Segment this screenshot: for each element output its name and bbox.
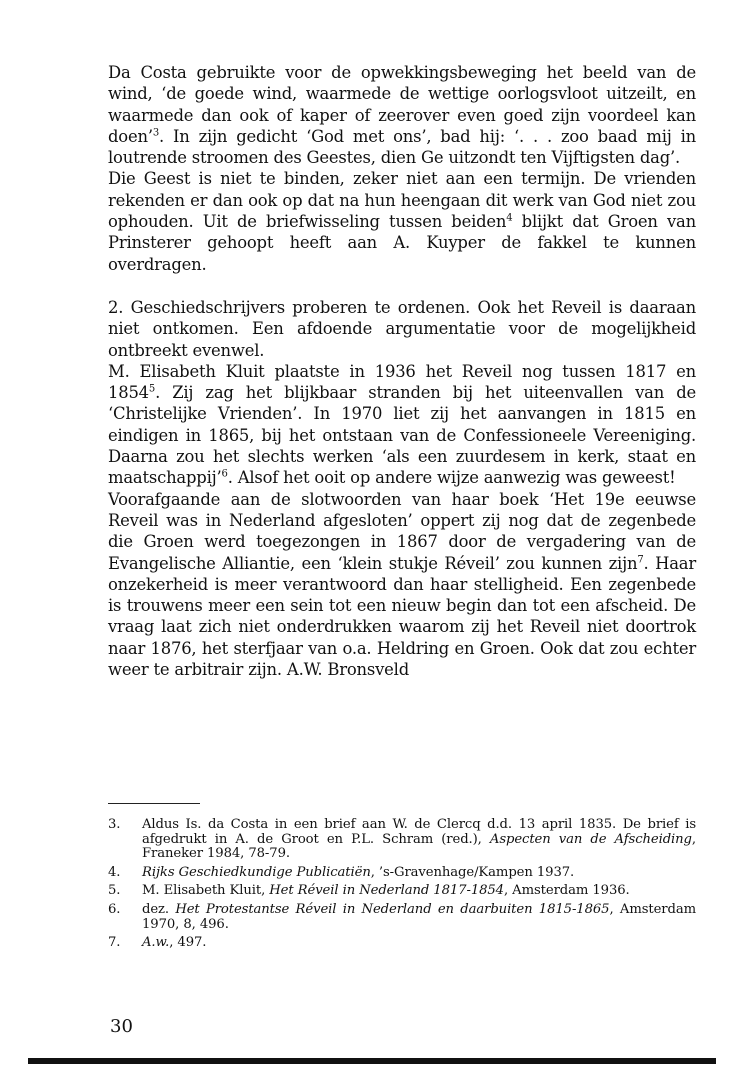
paragraph-text: . In zijn gedicht ‘God met ons’, bad hij: ‘. . . zoo baad mij in loutrende stroomen des Geestes, dien Ge uitzondt ten Vijftigsten dag’. — [108, 126, 696, 168]
footnote-number: 5. — [108, 883, 121, 899]
footnote-text-part: Aldus Is. da Costa in een brief aan W. de Clercq d.d. 13 april 1835. De brief is afgedrukt in A. de Groot en P.L. Schram (red.), — [142, 817, 696, 847]
footnote-ref[interactable]: 3 — [152, 127, 159, 139]
footnote — [108, 903, 696, 932]
footnote-title: Aspecten van de Afscheiding — [489, 831, 692, 847]
paragraph-text: Da Costa gebruikte voor de opwekkingsbeweging het beeld van de wind, ‘de goede wind, waarmede de wettige oorlogsvloot uitzeilt, en waarmede dan ook of kaper of zeerover even goed zijn voordeel kan doen’ — [108, 63, 696, 146]
paragraph-kluit — [108, 361, 696, 489]
footnote-number: 3. — [108, 817, 121, 832]
footnote-text-part: dez. — [142, 901, 176, 917]
footnote-number: 6. — [108, 901, 121, 917]
footnote — [108, 818, 696, 862]
paragraph-text: . Alsof het ooit op andere wijze aanwezig was geweest! — [227, 468, 676, 488]
paragraph-da-costa — [108, 62, 696, 168]
footnote-title: Het Réveil in Nederland 1817-1854 — [269, 883, 504, 899]
footnote-ref[interactable]: 6 — [221, 468, 228, 480]
footnote-text-part: , ’s-Gravenhage/Kampen 1937. — [370, 864, 575, 880]
page-number: 30 — [110, 1016, 133, 1037]
footnote-text-part: M. Elisabeth Kluit, — [142, 883, 270, 899]
paragraph-text: . Zij zag het blijkbaar stranden bij het uiteenvallen van de ‘Christelijke Vrienden’. In 1970 liet zij het aanvangen in 1815 en eindigen in 1865, bij het ontstaan van de Confessioneele Vereeniging. Daarna zou het slechts werken ‘als een zuurdesem in kerk, staat en maatschappij’ — [108, 383, 696, 488]
footnote-divider — [108, 803, 200, 804]
footnote-text — [142, 903, 696, 932]
paragraph-gap — [108, 275, 696, 297]
paragraph-text: Die Geest is niet te binden, zeker niet aan een termijn. De vrienden rekenden er dan ook op dat na hun heengaan dit werk van God niet zou ophouden. Uit de briefwisseling tussen beiden — [108, 169, 696, 232]
paragraph-text: 2. Geschiedschrijvers proberen te ordenen. Ook het Reveil is daaraan niet ontkomen. Een afdoende argumentatie voor de mogelijkheid ontbreekt evenwel. — [108, 297, 696, 360]
paragraph-text: blijkt dat Groen van Prinsterer gehoopt heeft aan A. Kuyper de fakkel te kunnen overdragen. — [108, 212, 696, 274]
footnote-text-part: , Franeker 1984, 78-79. — [142, 831, 696, 862]
footnote-ref[interactable]: 5 — [148, 383, 156, 395]
footnote-ref[interactable]: 4 — [506, 212, 513, 224]
paragraph-text: M. Elisabeth Kluit plaatste in 1936 het Reveil nog tussen 1817 en 1854 — [108, 361, 696, 403]
footnote-text-part: , Amsterdam 1936. — [503, 883, 630, 899]
footnote-text — [142, 818, 696, 862]
footnote — [108, 884, 696, 899]
footnote-text-part: , 497. — [169, 935, 207, 951]
footnote-number: 4. — [108, 864, 121, 880]
footnote-title: A.w. — [142, 935, 170, 951]
bottom-rule — [28, 1058, 716, 1064]
paragraph-geest — [108, 168, 696, 274]
paragraph-voorafgaande — [108, 489, 696, 681]
main-text — [108, 62, 696, 680]
footnote-title: Het Protestantse Réveil in Nederland en daarbuiten 1815-1865 — [175, 901, 610, 917]
footnotes — [108, 818, 696, 955]
footnote-ref[interactable]: 7 — [637, 554, 644, 566]
paragraph-text: . Haar onzekerheid is meer verantwoord dan haar stelligheid. Een zegenbede is trouwens meer een sein tot een nieuw begin dan tot een afscheid. De vraag laat zich niet onderdrukken waarom zij het Reveil niet doortrok naar 1876, het sterfjaar van o.a. Heldring en Groen. Ook dat zou echter weer te arbitrair zijn. A.W. Bronsveld — [108, 553, 696, 680]
paragraph-text: Voorafgaande aan de slotwoorden van haar boek ‘Het 19e eeuwse Reveil was in Nederland afgesloten’ oppert zij nog dat de zegenbede die Groen werd toegezongen in 1867 door de vergadering van de Evangelische Alliantie, een ‘klein stukje Réveil’ zou kunnen zijn — [108, 489, 696, 573]
footnote-title: Rijks Geschiedkundige Publicatiën — [142, 864, 371, 880]
footnote-text — [142, 936, 696, 951]
footnote-number: 7. — [108, 935, 121, 951]
footnote-text — [142, 884, 696, 899]
paragraph-geschiedschrijvers — [108, 297, 696, 361]
footnote — [108, 866, 696, 881]
footnote-text-part: , Amsterdam 1970, 8, 496. — [142, 901, 697, 932]
footnote — [108, 936, 696, 951]
footnote-text — [142, 866, 696, 881]
